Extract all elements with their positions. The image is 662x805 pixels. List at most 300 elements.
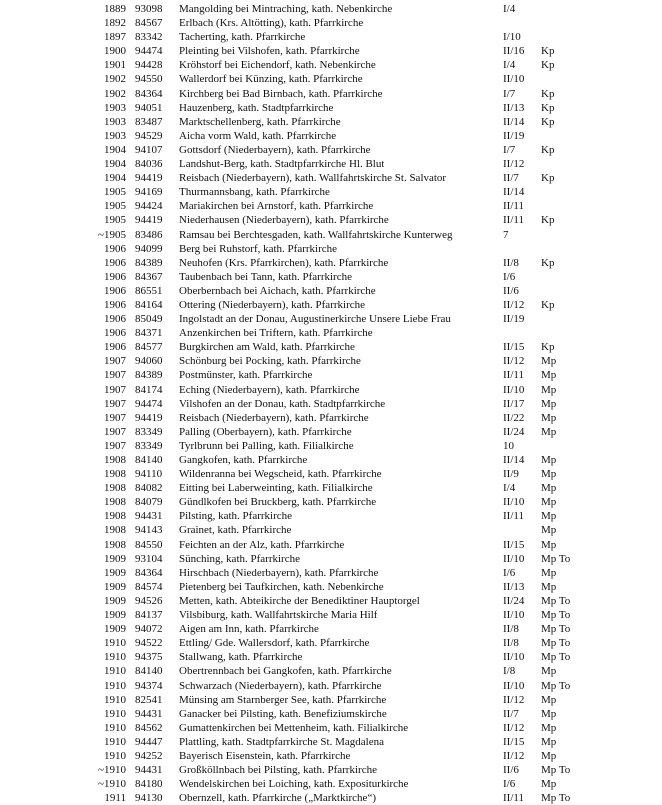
year-cell: 1907 [104, 411, 126, 424]
table-row [0, 72, 662, 86]
location-cell: Grainet, kath. Pfarrkirche [179, 524, 292, 537]
postal-code-cell: 83487 [135, 115, 163, 128]
table-row [0, 354, 662, 368]
table-row [0, 608, 662, 622]
postal-code-cell: 84389 [135, 256, 163, 269]
location-cell: Marktschellenberg, kath. Pfarrkirche [179, 115, 341, 128]
location-cell: Reisbach (Niederbayern), kath. Pfarrkirche [179, 411, 369, 424]
location-cell: Berg bei Ruhstorf, kath. Pfarrkirche [179, 242, 338, 255]
postal-code-cell: 84367 [135, 270, 163, 283]
manuals-registers-cell: II/6 [503, 284, 519, 297]
year-cell: ~1910 [98, 778, 126, 791]
postal-code-cell: 84164 [135, 298, 163, 311]
manuals-registers-cell: I/6 [503, 778, 516, 791]
postal-code-cell: 84180 [135, 778, 163, 791]
table-row [0, 298, 662, 312]
manuals-registers-cell: II/10 [503, 609, 525, 622]
location-cell: Pilsting, kath. Pfarrkirche [179, 510, 293, 523]
year-cell: 1900 [104, 45, 126, 58]
location-cell: Ottering (Niederbayern), kath. Pfarrkirche [179, 298, 366, 311]
action-type-cell: Mp [541, 566, 557, 579]
postal-code-cell: 84574 [135, 580, 163, 593]
table-row [0, 566, 662, 580]
postal-code-cell: 84140 [135, 665, 163, 678]
postal-code-cell: 94099 [135, 242, 163, 255]
year-cell: 1910 [104, 735, 126, 748]
action-type-cell: Mp [541, 580, 557, 593]
action-type-cell: Kp [541, 298, 555, 311]
location-cell: Obernzell, kath. Pfarrkirche („Marktkirche“) [179, 792, 376, 805]
location-cell: Eching (Niederbayern), kath. Pfarrkirche [179, 383, 360, 396]
manuals-registers-cell: II/24 [503, 594, 525, 607]
manuals-registers-cell: II/16 [503, 45, 525, 58]
action-type-cell: Kp [541, 214, 555, 227]
manuals-registers-cell: II/13 [503, 580, 525, 593]
location-cell: Gangkofen, kath. Pfarrkirche [179, 454, 308, 466]
action-type-cell: Mp [541, 397, 557, 410]
year-cell: 1902 [104, 87, 126, 100]
postal-code-cell: 93098 [135, 3, 163, 15]
location-cell: Eitting bei Laberweinting, kath. Filialkirche [179, 482, 373, 495]
location-cell: Burgkirchen am Wald, kath. Pfarrkirche [179, 341, 355, 354]
action-type-cell: Mp [541, 482, 557, 495]
table-row [0, 157, 662, 171]
postal-code-cell: 94431 [135, 510, 163, 523]
table-row [0, 664, 662, 678]
location-cell: Taubenbach bei Tann, kath. Pfarrkirche [179, 270, 352, 283]
postal-code-cell: 94419 [135, 411, 163, 424]
location-cell: Reisbach (Niederbayern), kath. Wallfahrtskirche St. Salvator [179, 172, 447, 185]
manuals-registers-cell: II/14 [503, 454, 525, 466]
action-type-cell: Mp To [541, 623, 571, 636]
year-cell: 1906 [104, 256, 126, 269]
manuals-registers-cell: II/11 [503, 369, 524, 382]
manuals-registers-cell: II/14 [503, 115, 525, 128]
manuals-registers-cell: I/4 [503, 59, 516, 72]
manuals-registers-cell: II/10 [503, 679, 525, 692]
location-cell: Landshut-Berg, kath. Stadtpfarrkirche Hl. Blut [179, 158, 385, 171]
table-row [0, 87, 662, 101]
postal-code-cell: 86551 [135, 284, 163, 297]
manuals-registers-cell: II/10 [503, 73, 525, 86]
year-cell: 1906 [104, 341, 126, 354]
location-cell: Mariakirchen bei Arnstorf, kath. Pfarrkirche [179, 200, 374, 213]
year-cell: 1902 [104, 73, 126, 86]
year-cell: 1910 [104, 721, 126, 734]
table-row [0, 509, 662, 523]
action-type-cell: Mp To [541, 594, 571, 607]
table-row [0, 129, 662, 143]
table-row [0, 721, 662, 735]
year-cell: 1910 [104, 651, 126, 664]
postal-code-cell: 94474 [135, 45, 163, 58]
postal-code-cell: 94424 [135, 200, 163, 213]
year-cell: 1909 [104, 552, 126, 565]
action-type-cell: Mp [541, 665, 557, 678]
table-row [0, 636, 662, 650]
table-row [0, 228, 662, 242]
year-cell: 1906 [104, 313, 126, 326]
year-cell: 1910 [104, 749, 126, 762]
postal-code-cell: 94107 [135, 143, 163, 156]
action-type-cell: Mp [541, 454, 557, 466]
postal-code-cell: 85049 [135, 313, 163, 326]
manuals-registers-cell: II/11 [503, 214, 524, 227]
action-type-cell: Mp To [541, 764, 571, 777]
year-cell: 1906 [104, 270, 126, 283]
table-row [0, 439, 662, 453]
manuals-registers-cell: II/13 [503, 101, 525, 114]
year-cell: 1907 [104, 369, 126, 382]
year-cell: 1903 [104, 115, 126, 128]
action-type-cell: Mp [541, 524, 557, 537]
year-cell: 1906 [104, 284, 126, 297]
manuals-registers-cell: II/11 [503, 200, 524, 213]
postal-code-cell: 83486 [135, 228, 163, 241]
location-cell: Anzenkirchen bei Triftern, kath. Pfarrkirche [179, 327, 373, 340]
year-cell: 1909 [104, 594, 126, 607]
year-cell: 1889 [104, 3, 126, 15]
manuals-registers-cell: II/9 [503, 468, 519, 481]
postal-code-cell: 94474 [135, 397, 163, 410]
table-row [0, 340, 662, 354]
year-cell: 1907 [104, 425, 126, 438]
year-cell: 1905 [104, 200, 126, 213]
postal-code-cell: 84562 [135, 721, 163, 734]
location-cell: Münsing am Starnberger See, kath. Pfarrkirche [179, 693, 387, 706]
location-cell: Hauzenberg, kath. Stadtpfarrkirche [179, 101, 334, 114]
postal-code-cell: 84567 [135, 17, 163, 30]
year-cell: 1907 [104, 439, 126, 452]
action-type-cell: Mp [541, 538, 557, 551]
action-type-cell: Mp [541, 721, 557, 734]
postal-code-cell: 94375 [135, 651, 163, 664]
location-cell: Ingolstadt an der Donau, Augustinerkirche Unsere Liebe Frau [179, 313, 451, 326]
table-row [0, 495, 662, 509]
manuals-registers-cell: II/8 [503, 623, 519, 636]
year-cell: 1907 [104, 383, 126, 396]
year-cell: 1903 [104, 101, 126, 114]
table-row [0, 44, 662, 58]
location-cell: Gottsdorf (Niederbayern), kath. Pfarrkirche [179, 143, 371, 156]
location-cell: Thurmannsbang, kath. Pfarrkirche [179, 186, 330, 199]
year-cell: 1904 [104, 158, 126, 171]
year-cell: 1911 [104, 792, 126, 805]
action-type-cell: Mp [541, 496, 557, 509]
manuals-registers-cell: II/11 [503, 510, 524, 523]
action-type-cell: Mp [541, 510, 557, 523]
postal-code-cell: 94374 [135, 679, 163, 692]
action-type-cell: Mp [541, 778, 557, 791]
table-row [0, 383, 662, 397]
manuals-registers-cell: II/12 [503, 355, 525, 368]
postal-code-cell: 94529 [135, 129, 163, 142]
manuals-registers-cell: II/19 [503, 129, 525, 142]
location-cell: Neuhofen (Krs. Pfarrkirchen), kath. Pfarrkirche [179, 256, 389, 269]
postal-code-cell: 94428 [135, 59, 163, 72]
location-cell: Vilshofen an der Donau, kath. Stadtpfarrkirche [179, 397, 386, 410]
year-cell: 1909 [104, 580, 126, 593]
table-row [0, 453, 662, 467]
postal-code-cell: 94522 [135, 637, 163, 650]
year-cell: 1906 [104, 242, 126, 255]
location-cell: Sünching, kath. Pfarrkirche [179, 552, 300, 565]
action-type-cell: Kp [541, 172, 555, 185]
table-row [0, 368, 662, 382]
year-cell: 1908 [104, 482, 126, 495]
location-cell: Aicha vorm Wald, kath. Pfarrkirche [179, 129, 337, 142]
action-type-cell: Kp [541, 256, 555, 269]
table-row [0, 467, 662, 481]
manuals-registers-cell: I/4 [503, 3, 516, 15]
table-row [0, 30, 662, 44]
year-cell: ~1905 [98, 228, 126, 241]
table-row [0, 185, 662, 199]
table-row [0, 171, 662, 185]
manuals-registers-cell: I/7 [503, 143, 516, 156]
table-row [0, 199, 662, 213]
postal-code-cell: 94431 [135, 707, 163, 720]
manuals-registers-cell: II/12 [503, 298, 525, 311]
location-cell: Oberbernbach bei Aichach, kath. Pfarrkirche [179, 284, 376, 297]
location-cell: Obertrennbach bei Gangkofen, kath. Pfarrkirche [179, 665, 392, 678]
location-cell: Postmünster, kath. Pfarrkirche [179, 369, 313, 382]
year-cell: 1901 [104, 59, 126, 72]
postal-code-cell: 83349 [135, 425, 163, 438]
location-cell: Kröhstorf bei Eichendorf, kath. Nebenkirche [179, 59, 376, 72]
postal-code-cell: 94060 [135, 355, 163, 368]
postal-code-cell: 94130 [135, 792, 163, 805]
manuals-registers-cell: I/10 [503, 31, 521, 44]
action-type-cell: Mp [541, 383, 557, 396]
year-cell: 1906 [104, 327, 126, 340]
manuals-registers-cell: II/24 [503, 425, 525, 438]
action-type-cell: Mp [541, 425, 557, 438]
postal-code-cell: 94072 [135, 623, 163, 636]
table-row [0, 425, 662, 439]
manuals-registers-cell: II/10 [503, 496, 525, 509]
postal-code-cell: 94526 [135, 594, 163, 607]
postal-code-cell: 84140 [135, 454, 163, 466]
table-row [0, 523, 662, 537]
postal-code-cell: 94447 [135, 735, 163, 748]
table-row [0, 101, 662, 115]
year-cell: 1909 [104, 566, 126, 579]
table-row [0, 791, 662, 805]
location-cell: Aigen am Inn, kath. Pfarrkirche [179, 623, 319, 636]
year-cell: 1907 [104, 355, 126, 368]
postal-code-cell: 84079 [135, 496, 163, 509]
manuals-registers-cell: II/7 [503, 172, 519, 185]
manuals-registers-cell: II/12 [503, 158, 525, 171]
location-cell: Kirchberg bei Bad Birnbach, kath. Pfarrkirche [179, 87, 383, 100]
table-row [0, 777, 662, 791]
location-cell: Ganacker bei Pilsting, kath. Benefiziumskirche [179, 707, 387, 720]
location-cell: Ettling/ Gde. Wallersdorf, kath. Pfarrkirche [179, 637, 370, 650]
location-cell: Schönburg bei Pocking, kath. Pfarrkirche [179, 355, 361, 368]
manuals-registers-cell: II/6 [503, 764, 519, 777]
table-row [0, 552, 662, 566]
postal-code-cell: 84036 [135, 158, 163, 171]
manuals-registers-cell: II/12 [503, 749, 525, 762]
table-row [0, 594, 662, 608]
manuals-registers-cell: 7 [503, 228, 509, 241]
postal-code-cell: 94051 [135, 101, 163, 114]
year-cell: 1907 [104, 397, 126, 410]
year-cell: 1905 [104, 214, 126, 227]
table-row [0, 580, 662, 594]
postal-code-cell: 84550 [135, 538, 163, 551]
manuals-registers-cell: II/7 [503, 707, 519, 720]
table-row [0, 213, 662, 227]
postal-code-cell: 94143 [135, 524, 163, 537]
location-cell: Großköllnbach bei Pilsting, kath. Pfarrkirche [179, 764, 377, 777]
manuals-registers-cell: II/15 [503, 341, 525, 354]
year-cell: 1908 [104, 496, 126, 509]
location-cell: Feichten an der Alz, kath. Pfarrkirche [179, 538, 345, 551]
table-row [0, 397, 662, 411]
location-cell: Ramsau bei Berchtesgaden, kath. Wallfahrtskirche Kunterweg [179, 228, 453, 241]
location-cell: Wendelskirchen bei Loiching, kath. Expositurkirche [179, 778, 409, 791]
manuals-registers-cell: II/12 [503, 721, 525, 734]
postal-code-cell: 84082 [135, 482, 163, 495]
action-type-cell: Kp [541, 143, 555, 156]
manuals-registers-cell: I/6 [503, 270, 516, 283]
action-type-cell: Kp [541, 59, 555, 72]
location-cell: Schwarzach (Niederbayern), kath. Pfarrkirche [179, 679, 382, 692]
manuals-registers-cell: I/4 [503, 482, 516, 495]
manuals-registers-cell: II/15 [503, 538, 525, 551]
action-type-cell: Mp To [541, 637, 571, 650]
location-cell: Bayerisch Eisenstein, kath. Pfarrkirche [179, 749, 351, 762]
postal-code-cell: 84389 [135, 369, 163, 382]
year-cell: ~1910 [98, 764, 126, 777]
location-cell: Wildenranna bei Wegscheid, kath. Pfarrkirche [179, 468, 382, 481]
location-cell: Tyrlbrunn bei Palling, kath. Filialkirche [179, 439, 354, 452]
action-type-cell: Kp [541, 87, 555, 100]
location-cell: Vilsbiburg, kath. Wallfahrtskirche Maria Hilf [179, 609, 378, 622]
postal-code-cell: 94431 [135, 764, 163, 777]
manuals-registers-cell: II/10 [503, 383, 525, 396]
manuals-registers-cell: II/8 [503, 637, 519, 650]
year-cell: 1892 [104, 17, 126, 30]
location-cell: Pleinting bei Vilshofen, kath. Pfarrkirche [179, 45, 360, 58]
action-type-cell: Mp [541, 693, 557, 706]
table-row [0, 538, 662, 552]
manuals-registers-cell: II/10 [503, 552, 525, 565]
action-type-cell: Kp [541, 45, 555, 58]
table-row [0, 735, 662, 749]
manuals-registers-cell: I/6 [503, 566, 516, 579]
year-cell: 1908 [104, 468, 126, 481]
year-cell: 1910 [104, 693, 126, 706]
action-type-cell: Mp [541, 355, 557, 368]
manuals-registers-cell: II/15 [503, 735, 525, 748]
action-type-cell: Kp [541, 101, 555, 114]
manuals-registers-cell: II/12 [503, 693, 525, 706]
postal-code-cell: 94169 [135, 186, 163, 199]
year-cell: 1904 [104, 172, 126, 185]
year-cell: 1908 [104, 454, 126, 466]
location-cell: Erlbach (Krs. Altötting), kath. Pfarrkirche [179, 17, 364, 30]
table-row [0, 481, 662, 495]
action-type-cell: Mp To [541, 609, 571, 622]
table-row [0, 693, 662, 707]
year-cell: 1905 [104, 186, 126, 199]
location-cell: Stallwang, kath. Pfarrkirche [179, 651, 303, 664]
action-type-cell: Mp [541, 735, 557, 748]
manuals-registers-cell: 10 [503, 439, 514, 452]
postal-code-cell: 84174 [135, 383, 163, 396]
year-cell: 1906 [104, 298, 126, 311]
table-row [0, 2, 662, 16]
location-cell: Mangolding bei Mintraching, kath. Nebenkirche [179, 3, 393, 15]
year-cell: 1910 [104, 679, 126, 692]
manuals-registers-cell: I/8 [503, 665, 516, 678]
manuals-registers-cell: II/22 [503, 411, 525, 424]
postal-code-cell: 84577 [135, 341, 163, 354]
postal-code-cell: 83349 [135, 439, 163, 452]
postal-code-cell: 93104 [135, 552, 163, 565]
location-cell: Gündlkofen bei Bruckberg, kath. Pfarrkirche [179, 496, 377, 509]
table-row [0, 58, 662, 72]
year-cell: 1908 [104, 524, 126, 537]
action-type-cell: Mp To [541, 679, 571, 692]
postal-code-cell: 94252 [135, 749, 163, 762]
manuals-registers-cell: II/14 [503, 186, 525, 199]
action-type-cell: Kp [541, 341, 555, 354]
table-row [0, 115, 662, 129]
postal-code-cell: 94419 [135, 214, 163, 227]
location-cell: Metten, kath. Abteikirche der Benediktiner Hauptorgel [179, 594, 420, 607]
postal-code-cell: 82541 [135, 693, 163, 706]
manuals-registers-cell: II/17 [503, 397, 525, 410]
location-cell: Tacherting, kath. Pfarrkirche [179, 31, 306, 44]
table-row [0, 284, 662, 298]
manuals-registers-cell: I/7 [503, 87, 516, 100]
postal-code-cell: 84371 [135, 327, 163, 340]
location-cell: Wallerdorf bei Künzing, kath. Pfarrkirche [179, 73, 363, 86]
manuals-registers-cell: II/10 [503, 651, 525, 664]
location-cell: Gumattenkirchen bei Mettenheim, kath. Filialkirche [179, 721, 409, 734]
manuals-registers-cell: II/19 [503, 313, 525, 326]
year-cell: 1909 [104, 623, 126, 636]
postal-code-cell: 84364 [135, 87, 163, 100]
year-cell: 1903 [104, 129, 126, 142]
table-row [0, 242, 662, 256]
action-type-cell: Mp [541, 411, 557, 424]
manuals-registers-cell: II/8 [503, 256, 519, 269]
year-cell: 1910 [104, 665, 126, 678]
table-row [0, 270, 662, 284]
year-cell: 1910 [104, 637, 126, 650]
year-cell: 1897 [104, 31, 126, 44]
location-cell: Hirschbach (Niederbayern), kath. Pfarrkirche [179, 566, 379, 579]
location-cell: Pietenberg bei Taufkirchen, kath. Nebenkirche [179, 580, 384, 593]
table-row [0, 763, 662, 777]
location-cell: Palling (Oberbayern), kath. Pfarrkirche [179, 425, 352, 438]
table-row [0, 256, 662, 270]
table-row [0, 679, 662, 693]
table-row [0, 312, 662, 326]
action-type-cell: Mp To [541, 651, 571, 664]
year-cell: 1908 [104, 538, 126, 551]
location-cell: Niederhausen (Niederbayern), kath. Pfarrkirche [179, 214, 389, 227]
year-cell: 1904 [104, 143, 126, 156]
year-cell: 1908 [104, 510, 126, 523]
postal-code-cell: 94419 [135, 172, 163, 185]
postal-code-cell: 94110 [135, 468, 163, 481]
